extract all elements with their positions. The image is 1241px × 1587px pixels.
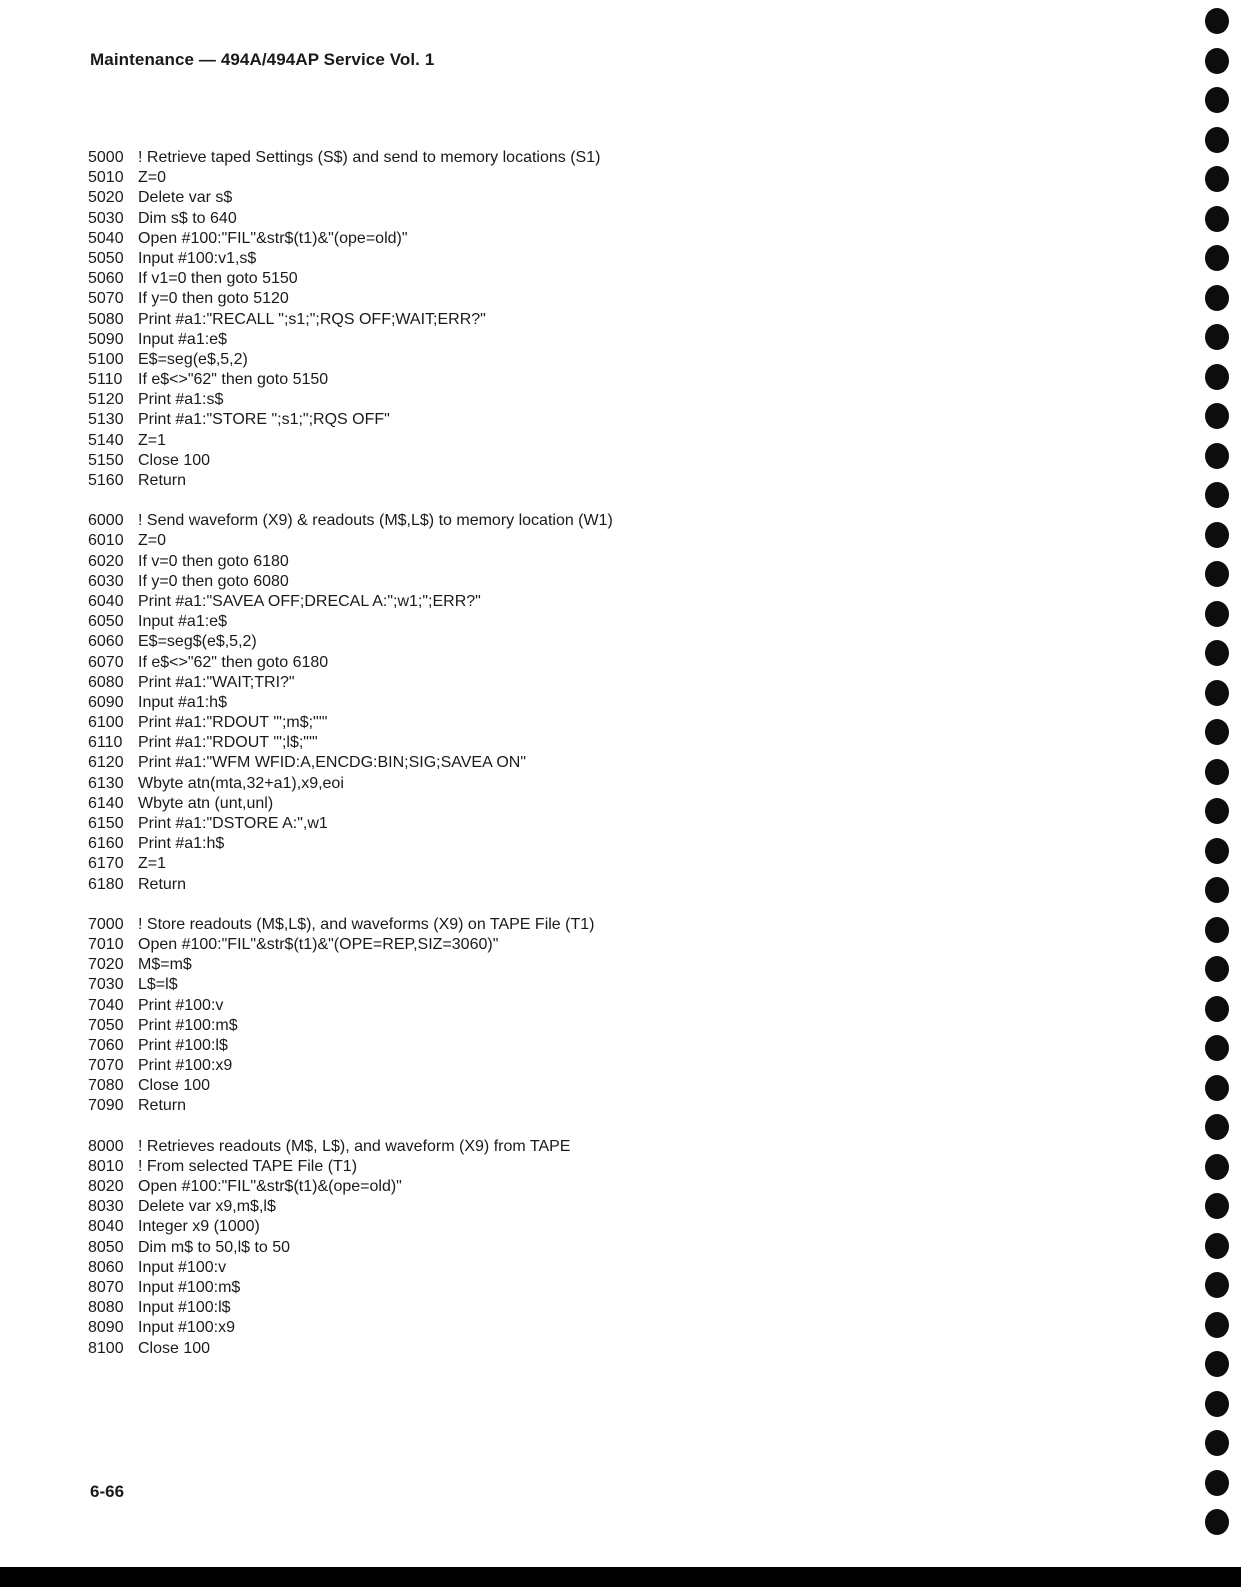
line-code: Dim s$ to 640 — [138, 209, 237, 227]
line-number: 6090 — [88, 693, 124, 711]
line-number: 6080 — [88, 673, 124, 691]
code-line — [88, 289, 1128, 309]
code-line — [88, 370, 1128, 390]
code-line — [88, 955, 1128, 975]
line-number: 6130 — [88, 774, 124, 792]
line-code: E$=seg$(e$,5,2) — [138, 633, 257, 651]
code-line — [88, 733, 1128, 753]
line-number: 7040 — [88, 996, 124, 1014]
code-line — [88, 471, 1128, 491]
binding-hole — [1205, 601, 1229, 627]
line-number: 6040 — [88, 592, 124, 610]
line-number: 7070 — [88, 1057, 124, 1075]
code-line — [88, 1096, 1128, 1116]
code-line — [88, 1258, 1128, 1278]
line-number: 6170 — [88, 855, 124, 873]
line-code: Delete var s$ — [138, 189, 233, 207]
line-code: ! Retrieve taped Settings (S$) and send to memory locations (S1) — [138, 149, 601, 166]
binding-hole — [1205, 324, 1229, 350]
line-number: 5010 — [88, 169, 124, 187]
line-code: ! Retrieves readouts (M$, L$), and waveform (X9) from TAPE — [138, 1137, 571, 1155]
line-code: Print #a1:h$ — [138, 835, 225, 853]
line-code: L$=l$ — [138, 976, 178, 994]
line-number: 8000 — [88, 1137, 124, 1155]
code-line — [88, 774, 1128, 794]
line-code: If v=0 then goto 6180 — [138, 552, 289, 570]
line-number: 5110 — [88, 371, 123, 389]
line-number: 7020 — [88, 956, 124, 974]
line-code: ! From selected TAPE File (T1) — [138, 1157, 358, 1175]
line-code: Print #a1:"RDOUT '";m$;"'" — [138, 714, 328, 732]
code-line — [88, 350, 1128, 370]
code-line — [88, 148, 1128, 168]
binding-hole — [1205, 285, 1229, 311]
line-code: ! Store readouts (M$,L$), and waveforms (X9) on TAPE File (T1) — [138, 915, 595, 933]
binding-hole — [1205, 1470, 1229, 1496]
binding-hole — [1205, 917, 1229, 943]
code-line — [88, 390, 1128, 410]
code-line — [88, 572, 1128, 592]
code-line — [88, 935, 1128, 955]
line-number: 5000 — [88, 149, 124, 166]
code-line — [88, 653, 1128, 673]
code-line — [88, 1177, 1128, 1197]
line-number: 8020 — [88, 1178, 124, 1195]
binding-hole — [1205, 996, 1229, 1022]
code-line — [88, 975, 1128, 995]
line-number: 6140 — [88, 794, 124, 812]
line-code: If e$<>"62" then goto 6180 — [138, 653, 329, 671]
line-code: Z=1 — [138, 431, 167, 449]
binding-hole — [1205, 1193, 1229, 1219]
line-code: Z=0 — [138, 532, 167, 550]
line-number: 5020 — [88, 189, 124, 207]
code-line — [88, 1217, 1128, 1237]
code-line — [88, 1137, 1128, 1157]
code-line — [88, 1157, 1128, 1177]
code-line — [88, 1238, 1128, 1258]
line-code: Open #100:"FIL"&str$(t1)&"(OPE=REP,SIZ=3060)" — [138, 935, 499, 953]
line-code: Return — [138, 1097, 187, 1115]
code-line — [88, 632, 1128, 652]
line-code: E$=seg(e$,5,2) — [138, 350, 248, 368]
line-number: 8070 — [88, 1278, 124, 1296]
line-number: 7090 — [88, 1097, 124, 1115]
line-number: 7000 — [88, 915, 124, 933]
line-code: Z=1 — [138, 855, 167, 873]
line-code: Print #a1:s$ — [138, 391, 224, 409]
line-code: If y=0 then goto 5120 — [138, 290, 289, 308]
line-code: Integer x9 (1000) — [138, 1218, 260, 1236]
basic-code-listing — [88, 148, 1128, 1359]
binding-hole — [1205, 1075, 1229, 1101]
line-code: Return — [138, 472, 187, 489]
binding-hole — [1205, 1035, 1229, 1061]
binding-hole — [1205, 719, 1229, 745]
line-code: Input #a1:e$ — [138, 613, 227, 631]
line-number: 5070 — [88, 290, 124, 308]
line-number: 5130 — [88, 411, 124, 429]
binding-hole — [1205, 1233, 1229, 1259]
line-number: 5160 — [88, 472, 124, 489]
line-code: Print #a1:"DSTORE A:",w1 — [138, 815, 328, 832]
line-number: 7010 — [88, 935, 124, 953]
code-line — [88, 996, 1128, 1016]
line-number: 5080 — [88, 310, 124, 328]
code-line — [88, 451, 1128, 471]
line-number: 6010 — [88, 532, 124, 550]
binding-hole — [1205, 561, 1229, 587]
line-code: Close 100 — [138, 1077, 211, 1095]
line-code: Print #100:m$ — [138, 1016, 238, 1034]
code-line — [88, 168, 1128, 188]
line-code: If v1=0 then goto 5150 — [138, 270, 298, 288]
line-number: 8090 — [88, 1319, 124, 1337]
code-line — [88, 1076, 1128, 1096]
line-number: 7060 — [88, 1036, 124, 1054]
line-code: Print #a1:"RECALL ";s1;";RQS OFF;WAIT;ERR?" — [138, 310, 486, 328]
line-code: Open #100:"FIL"&str$(t1)&"(ope=old)" — [138, 229, 408, 247]
code-block — [88, 148, 1128, 491]
line-number: 8050 — [88, 1238, 124, 1256]
binding-hole — [1205, 87, 1229, 113]
line-code: Print #100:v — [138, 996, 224, 1014]
code-line — [88, 592, 1128, 612]
line-code: Print #a1:"STORE ";s1;";RQS OFF" — [138, 411, 390, 429]
line-number: 6180 — [88, 875, 124, 893]
line-code: Print #a1:"SAVEA OFF;DRECAL A:";w1;";ERR?" — [138, 592, 481, 610]
line-number: 6020 — [88, 552, 124, 570]
code-line — [88, 713, 1128, 733]
code-line — [88, 431, 1128, 451]
binding-hole — [1205, 403, 1229, 429]
line-code: If e$<>"62" then goto 5150 — [138, 371, 329, 389]
binding-hole — [1205, 364, 1229, 390]
binding-hole — [1205, 522, 1229, 548]
line-code: Print #100:l$ — [138, 1036, 228, 1054]
binding-hole — [1205, 759, 1229, 785]
code-line — [88, 612, 1128, 632]
line-code: Input #100:x9 — [138, 1319, 235, 1337]
binding-hole — [1205, 443, 1229, 469]
code-line — [88, 269, 1128, 289]
code-line — [88, 330, 1128, 350]
code-line — [88, 552, 1128, 572]
binding-hole — [1205, 206, 1229, 232]
line-code: Wbyte atn(mta,32+a1),x9,eoi — [138, 774, 344, 792]
line-code: Wbyte atn (unt,unl) — [138, 794, 274, 812]
line-code: Open #100:"FIL"&str$(t1)&(ope=old)" — [138, 1178, 402, 1195]
code-line — [88, 854, 1128, 874]
line-number: 6110 — [88, 734, 123, 752]
line-number: 5090 — [88, 330, 124, 348]
line-number: 8010 — [88, 1157, 124, 1175]
spiral-binding-holes — [1181, 0, 1241, 1560]
code-line — [88, 531, 1128, 551]
binding-hole — [1205, 166, 1229, 192]
code-line — [88, 1056, 1128, 1076]
line-code: Close 100 — [138, 451, 211, 469]
scan-bottom-edge — [0, 1567, 1241, 1587]
line-number: 5140 — [88, 431, 124, 449]
line-code: Return — [138, 875, 187, 893]
code-line — [88, 188, 1128, 208]
binding-hole — [1205, 482, 1229, 508]
line-number: 6070 — [88, 653, 124, 671]
binding-hole — [1205, 838, 1229, 864]
line-number: 5100 — [88, 350, 124, 368]
code-line — [88, 1197, 1128, 1217]
code-line — [88, 1339, 1128, 1359]
code-line — [88, 410, 1128, 430]
line-code: Input #100:l$ — [138, 1299, 231, 1317]
line-code: Z=0 — [138, 169, 167, 187]
line-code: Input #100:m$ — [138, 1278, 241, 1296]
line-number: 8040 — [88, 1218, 124, 1236]
line-code: Dim m$ to 50,l$ to 50 — [138, 1238, 291, 1256]
line-code: Delete var x9,m$,l$ — [138, 1198, 276, 1216]
line-code: Input #a1:h$ — [138, 693, 227, 711]
code-block — [88, 511, 1128, 895]
line-code: Print #a1:"RDOUT '";l$;"'" — [138, 734, 318, 752]
code-line — [88, 310, 1128, 330]
code-line — [88, 875, 1128, 895]
line-number: 8030 — [88, 1198, 124, 1216]
line-number: 5150 — [88, 451, 124, 469]
code-line — [88, 834, 1128, 854]
binding-hole — [1205, 1351, 1229, 1377]
code-line — [88, 1298, 1128, 1318]
line-number: 6000 — [88, 512, 124, 530]
page-number: 6-66 — [90, 1482, 125, 1501]
code-line — [88, 249, 1128, 269]
code-line — [88, 915, 1128, 935]
code-block — [88, 1137, 1128, 1359]
binding-hole — [1205, 127, 1229, 153]
code-line — [88, 1278, 1128, 1298]
line-number: 6060 — [88, 633, 124, 651]
line-number: 6160 — [88, 835, 124, 853]
line-number: 6050 — [88, 613, 124, 631]
binding-hole — [1205, 1312, 1229, 1338]
line-code: Input #100:v1,s$ — [138, 249, 257, 267]
binding-hole — [1205, 48, 1229, 74]
binding-hole — [1205, 245, 1229, 271]
binding-hole — [1205, 640, 1229, 666]
binding-hole — [1205, 1509, 1229, 1535]
line-number: 6120 — [88, 754, 124, 772]
code-line — [88, 1318, 1128, 1338]
line-number: 7080 — [88, 1077, 124, 1095]
page-header: Maintenance — 494A/494AP Service Vol. 1 — [90, 50, 435, 69]
line-code: Close 100 — [138, 1339, 211, 1357]
line-code: Print #a1:"WAIT;TRI?" — [138, 673, 295, 691]
line-code: Input #a1:e$ — [138, 330, 227, 348]
code-line — [88, 673, 1128, 693]
code-line — [88, 1016, 1128, 1036]
binding-hole — [1205, 680, 1229, 706]
binding-hole — [1205, 1114, 1229, 1140]
code-line — [88, 814, 1128, 834]
binding-hole — [1205, 1430, 1229, 1456]
binding-hole — [1205, 1391, 1229, 1417]
binding-hole — [1205, 1154, 1229, 1180]
line-code: Print #a1:"WFM WFID:A,ENCDG:BIN;SIG;SAVEA ON" — [138, 754, 527, 772]
binding-hole — [1205, 1272, 1229, 1298]
line-number: 5050 — [88, 249, 124, 267]
code-line — [88, 229, 1128, 249]
binding-hole — [1205, 877, 1229, 903]
line-number: 6100 — [88, 714, 124, 732]
code-line — [88, 794, 1128, 814]
line-number: 5120 — [88, 391, 124, 409]
code-line — [88, 511, 1128, 531]
line-number: 6150 — [88, 815, 124, 832]
code-line — [88, 209, 1128, 229]
line-code: M$=m$ — [138, 956, 192, 974]
code-block — [88, 915, 1128, 1117]
line-number: 7030 — [88, 976, 124, 994]
line-number: 7050 — [88, 1016, 124, 1034]
line-number: 8080 — [88, 1299, 124, 1317]
line-number: 5040 — [88, 229, 124, 247]
line-number: 6030 — [88, 572, 124, 590]
binding-hole — [1205, 956, 1229, 982]
binding-hole — [1205, 8, 1229, 34]
line-code: Print #100:x9 — [138, 1057, 233, 1075]
line-number: 8060 — [88, 1258, 124, 1276]
code-line — [88, 693, 1128, 713]
line-number: 5030 — [88, 209, 124, 227]
line-number: 5060 — [88, 270, 124, 288]
line-number: 8100 — [88, 1339, 124, 1357]
code-line — [88, 753, 1128, 773]
binding-hole — [1205, 798, 1229, 824]
code-line — [88, 1036, 1128, 1056]
line-code: If y=0 then goto 6080 — [138, 572, 289, 590]
line-code: Input #100:v — [138, 1258, 227, 1276]
line-code: ! Send waveform (X9) & readouts (M$,L$) to memory location (W1) — [138, 512, 613, 530]
